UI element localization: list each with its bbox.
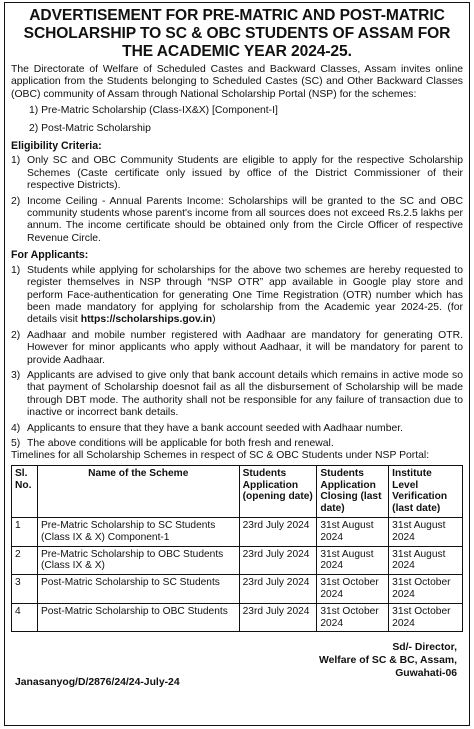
table-cell: 4 <box>12 603 38 632</box>
table-row <box>12 517 463 546</box>
list-item <box>11 423 463 435</box>
item-text: Applicants to ensure that they have a bank account seeded with Aadhaar number. <box>27 422 404 434</box>
eligibility-heading: Eligibility Criteria: <box>11 140 102 153</box>
item-text: Income Ceiling - Annual Parents Income: Scholarships will be granted to the SC and OBC community students whose parent's income from all sources does not exceed Rs.2.5 lakhs per annum. The income certificate should be obtained only from the Circle Officer of respective Revenue Circle. <box>27 195 463 244</box>
scheme-item: 1) Pre-Matric Scholarship (Class-IX&X) [Component-I] <box>29 105 278 117</box>
list-item <box>11 265 463 327</box>
item-text: Students while applying for scholarships for the above two schemes are hereby requested to register themselves in NSP through “NSP OTR” app available in Google play store and perform Face-authentication for generating One Time Registration (OTR) number which has been made mandatory for applying for scholarship from the Academic year 2024-25. (for details visit https://scholarships.gov.in) <box>27 264 463 326</box>
table-cell: Pre-Matric Scholarship to SC Students (Class IX & X) Component-1 <box>37 517 239 546</box>
column-header: Students Application Closing (last date) <box>317 465 389 517</box>
signature-block <box>319 642 457 680</box>
signature-line: Welfare of SC & BC, Assam, <box>318 654 457 666</box>
item-text: Applicants are advised to give only that bank account details which remains in active mode so that payment of Scholarship doesnot fail as all the disbursement of Scholarship will be made through DBT mode. The authority shall not be responsible for any failure of transaction due to inactive or incorrect bank details. <box>27 369 463 419</box>
advertisement <box>4 2 470 726</box>
table-cell: 31st August 2024 <box>317 517 389 546</box>
scholarship-portal-link[interactable]: https://scholarships.gov.in <box>80 314 213 326</box>
item-text: Aadhaar and mobile number registered with Aadhaar are mandatory for generating OTR. However for minor applicants who apply without Aadhaar, it will be mandatory for parent to provide Aadhaar. <box>27 329 463 366</box>
column-header: Students Application (opening date) <box>239 465 317 517</box>
signature-line: Guwahati-06 <box>395 667 457 679</box>
table-cell: 31st October 2024 <box>389 603 463 632</box>
item-number: 2) <box>11 329 21 341</box>
table-row <box>12 575 463 604</box>
column-header: Sl. No. <box>12 465 38 517</box>
signature-line: Sd/- Director, <box>392 642 457 654</box>
list-item <box>11 155 463 192</box>
table-cell: 23rd July 2024 <box>239 575 317 604</box>
applicants-list <box>11 265 463 451</box>
scheme-list <box>29 105 463 135</box>
item-number: 5) <box>11 437 21 449</box>
table-cell: 23rd July 2024 <box>239 603 317 632</box>
column-header: Name of the Scheme <box>37 465 239 517</box>
column-header: Institute Level Verification (last date) <box>389 465 463 517</box>
item-number: 2) <box>11 195 21 207</box>
footer <box>11 632 463 692</box>
timeline-intro: Timelines for all Scholarship Schemes in respect of SC & OBC Students under NSP Portal: <box>11 450 430 462</box>
item-text: Only SC and OBC Community Students are eligible to apply for the respective Scholarship Schemes (Caste certificate only issued by office of the District Commissioner of their respective Districts). <box>27 155 463 192</box>
table-cell: 23rd July 2024 <box>239 517 317 546</box>
item-number: 1) <box>11 155 21 167</box>
table-cell: 23rd July 2024 <box>239 546 317 575</box>
applicants-heading: For Applicants: <box>11 249 89 262</box>
timeline-table <box>11 465 463 633</box>
eligibility-list <box>11 155 463 245</box>
intro-paragraph: The Directorate of Welfare of Scheduled Castes and Backward Classes, Assam invites online application from the Students belonging to Scheduled Castes (SC) and Other Backward Classes (OBC) community of Assam through National Scholarship Portal (NSP) for the schemes: <box>11 64 463 100</box>
table-cell: 31st August 2024 <box>389 517 463 546</box>
page-title: ADVERTISEMENT FOR PRE-MATRIC AND POST-MATRIC SCHOLARSHIP TO SC & OBC STUDENTS OF ASSAM FOR THE ACADEMIC YEAR 2024-25. <box>23 7 451 60</box>
table-cell: Post-Matric Scholarship to OBC Students <box>37 603 239 632</box>
table-cell: 2 <box>12 546 38 575</box>
scheme-item: 2) Post-Matric Scholarship <box>29 122 151 134</box>
item-number: 3) <box>11 369 21 381</box>
item-text: The above conditions will be applicable for both fresh and renewal. <box>27 437 334 449</box>
table-cell: 31st August 2024 <box>389 546 463 575</box>
table-header-row <box>12 465 463 517</box>
table-cell: 31st October 2024 <box>389 575 463 604</box>
table-cell: 1 <box>12 517 38 546</box>
list-item <box>11 438 463 450</box>
list-item <box>11 330 463 367</box>
table-row <box>12 603 463 632</box>
table-cell: 31st August 2024 <box>317 546 389 575</box>
table-cell: Pre-Matric Scholarship to OBC Students (Class IX & X) <box>37 546 239 575</box>
item-number: 4) <box>11 422 21 434</box>
item-number: 1) <box>11 264 21 276</box>
table-cell: 3 <box>12 575 38 604</box>
table-cell: Post-Matric Scholarship to SC Students <box>37 575 239 604</box>
reference-number: Janasanyog/D/2876/24/24-July-24 <box>15 677 180 689</box>
table-cell: 31st October 2024 <box>317 603 389 632</box>
table-cell: 31st October 2024 <box>317 575 389 604</box>
table-row <box>12 546 463 575</box>
list-item <box>11 370 463 420</box>
list-item <box>11 196 463 246</box>
